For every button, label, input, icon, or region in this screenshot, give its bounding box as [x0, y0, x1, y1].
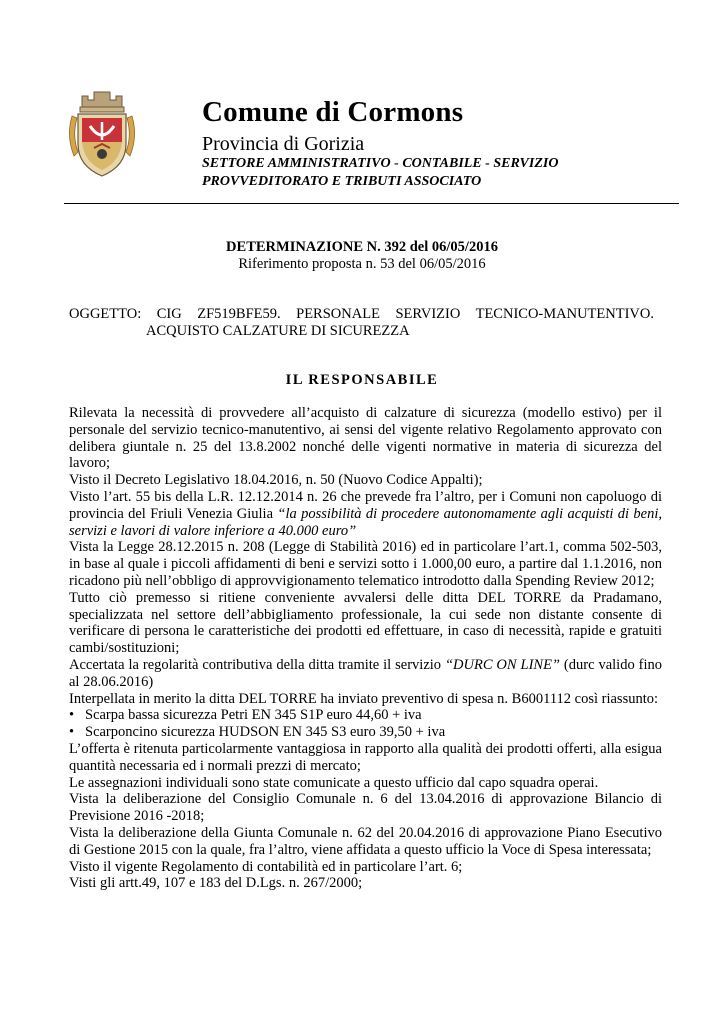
quoted-text: “la possibilità di procedere autonomamente agli acquisti di beni, servizi e lavori di valore inferiore a 40.000 euro” — [69, 505, 662, 539]
province-name: Provincia di Gorizia — [202, 133, 365, 155]
list-item-text: Scarpa bassa sicurezza Petri EN 345 S1P euro 44,60 + iva — [85, 707, 422, 724]
sector-line-1: SETTORE AMMINISTRATIVO - CONTABILE - SERVIZIO — [202, 156, 559, 171]
paragraph-text: Visto l’art. 55 bis della L.R. 12.12.2014 n. 26 che prevede fra l’altro, per i Comuni non capoluogo di provincia del Friuli Venezia Giulia — [69, 488, 662, 522]
subject-line-1: OGGETTO: CIG ZF519BFE59. PERSONALE SERVIZIO TECNICO-MANUTENTIVO. — [69, 306, 654, 322]
paragraph: Visti gli artt.49, 107 e 183 del D.Lgs. n. 267/2000; — [69, 875, 363, 892]
list-item-text: Scarponcino sicurezza HUDSON EN 345 S3 euro 39,50 + iva — [85, 724, 446, 741]
list-item — [69, 724, 662, 741]
paragraph: Rilevata la necessità di provvedere all’acquisto di calzature di sicurezza (modello estivo) per il personale del servizio tecnico-manutentivo, ai sensi del vigente relativo Regolamento approvato con delibera giuntale n. 25 del 13.8.2002 nonché delle vigenti normative in materia di sicurezza del lavoro; — [69, 405, 662, 472]
paragraph-text: Accertata la regolarità contributiva della ditta tramite il servizio — [69, 656, 445, 673]
paragraph: Visto il Decreto Legislativo 18.04.2016, n. 50 (Nuovo Codice Appalti); — [69, 472, 483, 489]
paragraph: Tutto ciò premesso si ritiene conveniente avvalersi delle ditta DEL TORRE da Pradamano, specializzata nel settore dell’abbigliamento professionale, la cui sede non distante consente di verificare di persona le caratteristiche dei prodotti ed effettuare, in caso di necessità, rapide e gratuiti cambi/sostituzioni; — [69, 589, 662, 657]
quoted-text: “DURC ON LINE” — [444, 656, 560, 673]
list-item — [69, 707, 662, 724]
determination-reference: Riferimento proposta n. 53 del 06/05/2016 — [238, 256, 486, 272]
header-divider — [64, 203, 679, 204]
sector-heading — [202, 155, 558, 191]
bullet-icon: • — [69, 707, 75, 724]
subject-line-2: ACQUISTO CALZATURE DI SICUREZZA — [146, 323, 410, 339]
paragraph: Visto il vigente Regolamento di contabilità ed in particolare l’art. 6; — [69, 858, 463, 875]
paragraph: Interpellata in merito la ditta DEL TORRE ha inviato preventivo di spesa n. B6001112 così riassunto: — [69, 690, 659, 707]
paragraph: Vista la Legge 28.12.2015 n. 208 (Legge di Stabilità 2016) ed in particolare l’art.1, comma 502-503, in base al quale i piccoli affidamenti di beni e servizi sotto i 1.000,00 euro, a partire dal 1.1.2016, non ricadono più nell’obbligo di approvvigionamento telematico introdotto dalla Spending Review 2012; — [69, 539, 662, 589]
subject-block — [69, 306, 654, 340]
document-body — [69, 405, 662, 892]
paragraph: Vista la deliberazione della Giunta Comunale n. 62 del 20.04.2016 di approvazione Piano Esecutivo di Gestione 2015 con la quale, fra l’altro, viene affidata a questo ufficio la Voce di Spesa interessata; — [69, 824, 662, 858]
page-title: Comune di Cormons — [202, 96, 464, 128]
paragraph: L’offerta è ritenuta particolarmente vantaggiosa in rapporto alla qualità dei prodotti offerti, alla esigua quantità necessaria ed i normali prezzi di mercato; — [69, 740, 662, 774]
paragraph-text: (durc valido fino al 28.06.2016) — [69, 656, 662, 690]
bullet-icon: • — [69, 724, 75, 741]
municipal-crest-icon — [64, 86, 140, 180]
paragraph: Le assegnazioni individuali sono state comunicate a questo ufficio dal capo squadra operai. — [69, 774, 599, 791]
determination-title: DETERMINAZIONE N. 392 del 06/05/2016 — [226, 239, 498, 255]
paragraph — [69, 489, 662, 539]
paragraph: Vista la deliberazione del Consiglio Comunale n. 6 del 13.04.2016 di approvazione Bilancio di Previsione 2016 -2018; — [69, 791, 662, 825]
paragraph — [69, 657, 662, 691]
sector-line-2: PROVVEDITORATO E TRIBUTI ASSOCIATO — [202, 174, 482, 189]
section-heading-responsible: IL RESPONSABILE — [285, 372, 439, 388]
